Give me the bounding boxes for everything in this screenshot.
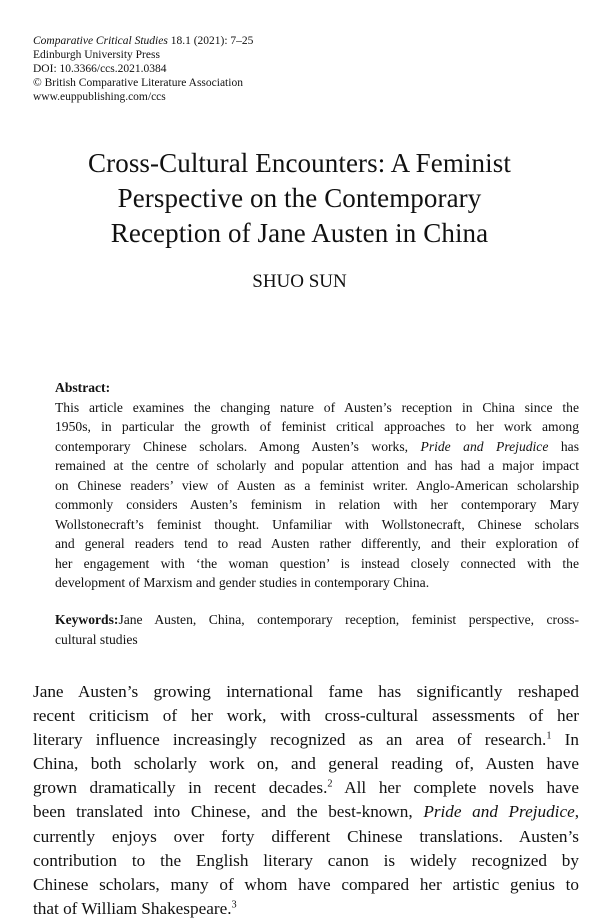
publisher: Edinburgh University Press: [33, 49, 160, 61]
abstract-line: commonly considers Austen’s feminism in relation with her contemporary Mary: [55, 497, 579, 512]
title-line: Reception of Jane Austen in China: [110, 218, 489, 248]
abstract-line: [55, 437, 579, 457]
body-line: recent criticism of her work, with cross-cultural assessments of her: [33, 706, 579, 726]
abstract-line: on Chinese readers’ view of Austen as a feminist writer. Anglo-American scholarship: [55, 477, 579, 493]
article-title: [0, 146, 599, 251]
body-line: currently enjoys over forty different Chinese translations. Austen’s: [33, 826, 579, 846]
abstract-line: 1950s, in particular the growth of feminist critical approaches to her work among: [55, 419, 579, 434]
journal-name: Comparative Critical Studies: [33, 35, 168, 47]
work-title: Pride and Prejudice: [423, 802, 575, 822]
body-text: been translated into Chinese, and the best-known,: [33, 802, 413, 822]
keywords-label: Keywords:: [55, 612, 119, 627]
abstract: [55, 378, 579, 593]
body-line: [33, 897, 579, 921]
author-name: SHUO SUN: [252, 271, 347, 292]
abstract-text: contemporary Chinese scholars. Among Austen’s works,: [55, 438, 409, 454]
journal-citation: [33, 34, 253, 48]
keywords: [55, 610, 579, 649]
footnote-ref[interactable]: 3: [231, 899, 237, 911]
body-text: that of William Shakespeare.: [33, 898, 232, 918]
website-link[interactable]: www.euppublishing.com/ccs: [33, 91, 166, 103]
journal-volume-pages: 18.1 (2021): 7–25: [170, 35, 254, 47]
abstract-line: This article examines the changing nature of Austen’s reception in China since the: [55, 399, 579, 415]
abstract-line: her engagement with ‘the woman question’ is instead closely connected with the: [55, 555, 579, 571]
abstract-text: has: [560, 438, 579, 454]
abstract-work-title: Pride and Prejudice: [420, 438, 549, 454]
abstract-line: Wollstonecraft’s feminist thought. Unfamiliar with Wollstonecraft, Chinese scholars: [55, 516, 579, 532]
body-line: [33, 800, 579, 824]
body-line: Jane Austen’s growing international fame has significantly reshaped: [33, 682, 579, 701]
body-line: Chinese scholars, many of whom have compared her artistic genius to: [33, 874, 579, 894]
journal-header: [33, 34, 253, 104]
keywords-line: [55, 610, 579, 630]
abstract-line: and general readers tend to read Austen rather differently, and their exploration of: [55, 536, 579, 551]
body-text: grown dramatically in recent decades.: [33, 778, 328, 798]
title-line: Perspective on the Contemporary: [117, 183, 482, 213]
doi: DOI: 10.3366/ccs.2021.0384: [33, 63, 167, 75]
abstract-label: Abstract:: [55, 380, 111, 395]
footnote-ref[interactable]: 1: [546, 730, 552, 742]
body-line: [33, 776, 579, 800]
body-text: In: [564, 730, 579, 750]
copyright: © British Comparative Literature Association: [33, 77, 243, 89]
footnote-ref[interactable]: 2: [327, 778, 333, 790]
body-paragraph: [33, 680, 579, 921]
abstract-line: development of Marxism and gender studies in contemporary China.: [55, 575, 430, 590]
body-line: [33, 728, 579, 752]
body-line: contribution to the English literary canon is widely recognized by: [33, 850, 579, 870]
keywords-text: Jane Austen, China, contemporary reception, feminist perspective, cross-: [118, 612, 579, 627]
keywords-line: cultural studies: [55, 631, 138, 647]
body-line: China, both scholarly work on, and general reading of, Austen have: [33, 754, 579, 774]
body-text: ,: [574, 802, 580, 822]
title-line: Cross-Cultural Encounters: A Feminist: [88, 148, 511, 178]
body-text: literary influence increasingly recognized as an area of research.: [33, 730, 547, 750]
body-text: All her complete novels have: [344, 778, 579, 798]
abstract-line: remained at the centre of scholarly and popular attention and has had a major impact: [55, 458, 579, 473]
